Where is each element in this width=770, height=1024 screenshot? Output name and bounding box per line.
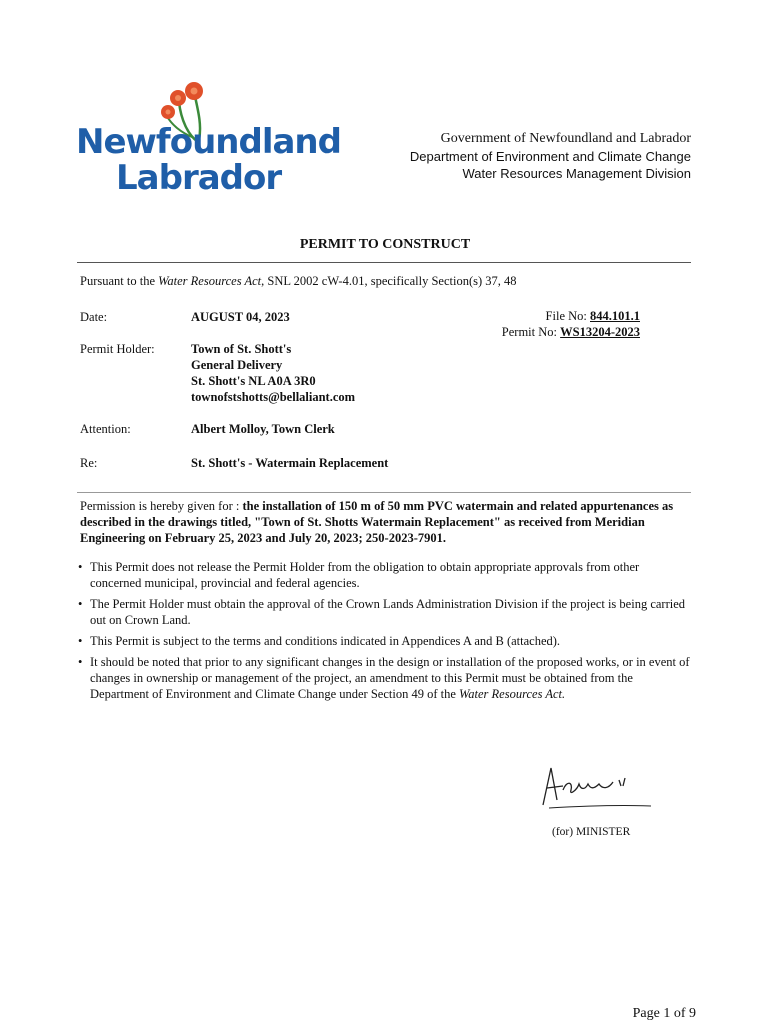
- permission-body: the installation of 150 m of 50 mm PVC watermain and related appurtenances as described in the drawings titled, "Town of St. Shotts Watermain Replacement" as received from Meridian Engineering on February 25, 2023 and July 20, 2023; 250-2023-7901.: [80, 499, 674, 545]
- act-name: Water Resources Act: [158, 274, 262, 288]
- re-label: Re:: [80, 456, 98, 470]
- minister-signature: [533, 760, 658, 815]
- newfoundland-labrador-logo: [76, 80, 341, 198]
- department-line: Department of Environment and Climate Change: [409, 149, 691, 164]
- permission-statement: [80, 498, 694, 546]
- holder-line: General Delivery: [191, 358, 283, 372]
- file-number-row: [502, 308, 640, 324]
- condition-item: [78, 654, 690, 702]
- pursuant-prefix: Pursuant to the: [80, 274, 159, 288]
- signature-caption: (for) MINISTER: [552, 826, 631, 838]
- holder-line: Town of St. Shott's: [191, 342, 292, 356]
- holder-line: St. Shott's NL A0A 3R0: [191, 374, 316, 388]
- page-number: Page 1 of 9: [632, 1006, 696, 1021]
- department-header: [410, 131, 691, 181]
- condition-item: • This Permit is subject to the terms and conditions indicated in Appendices A and B (attached).: [78, 633, 690, 649]
- re-value: St. Shott's - Watermain Replacement: [191, 456, 389, 470]
- government-line: Government of Newfoundland and Labrador: [440, 131, 691, 146]
- attention-value: Albert Molloy, Town Clerk: [191, 422, 335, 436]
- file-permit-numbers: [502, 308, 640, 340]
- permit-number-value: WS13204-2023: [560, 325, 640, 339]
- division-line: Water Resources Management Division: [462, 166, 691, 181]
- document-title: PERMIT TO CONSTRUCT: [299, 237, 471, 252]
- section-divider: [77, 492, 691, 493]
- file-number-label: File No:: [545, 309, 587, 323]
- file-number-value: 844.101.1: [590, 309, 640, 323]
- permit-holder-address: [191, 341, 355, 405]
- condition-text: It should be noted that prior to any significant changes in the design or installation of the proposed works, or in event of changes in ownership or management of the project, an amendment to this Permit must be obtained from the Department of Environment and Climate Change under Section 49 of the: [90, 655, 690, 701]
- conditions-list: [78, 559, 690, 707]
- condition-item: • This Permit does not release the Permit Holder from the obligation to obtain appropriate approvals from other concerned municipal, provincial and federal agencies.: [78, 559, 690, 591]
- permit-holder-label: Permit Holder:: [80, 342, 155, 356]
- pursuant-statement: [80, 274, 517, 289]
- attention-label: Attention:: [80, 422, 131, 436]
- holder-email: townofstshotts@bellaliant.com: [191, 390, 356, 404]
- title-divider: [77, 262, 691, 263]
- condition-item: • The Permit Holder must obtain the approval of the Crown Lands Administration Division if the project is being carried out on Crown Land.: [78, 596, 690, 628]
- act-name: Water Resources Act.: [459, 687, 566, 701]
- permission-prefix: Permission is hereby given for :: [80, 499, 243, 513]
- logo-text-newfoundland: Newfoundland: [76, 122, 341, 162]
- permit-number-label: Permit No:: [501, 325, 557, 339]
- date-value: AUGUST 04, 2023: [191, 310, 290, 324]
- permit-number-row: [502, 324, 640, 340]
- logo-text-labrador: Labrador: [116, 158, 282, 198]
- pursuant-suffix: , SNL 2002 cW-4.01, specifically Section(s) 37, 48: [261, 274, 517, 288]
- date-label: Date:: [80, 310, 108, 324]
